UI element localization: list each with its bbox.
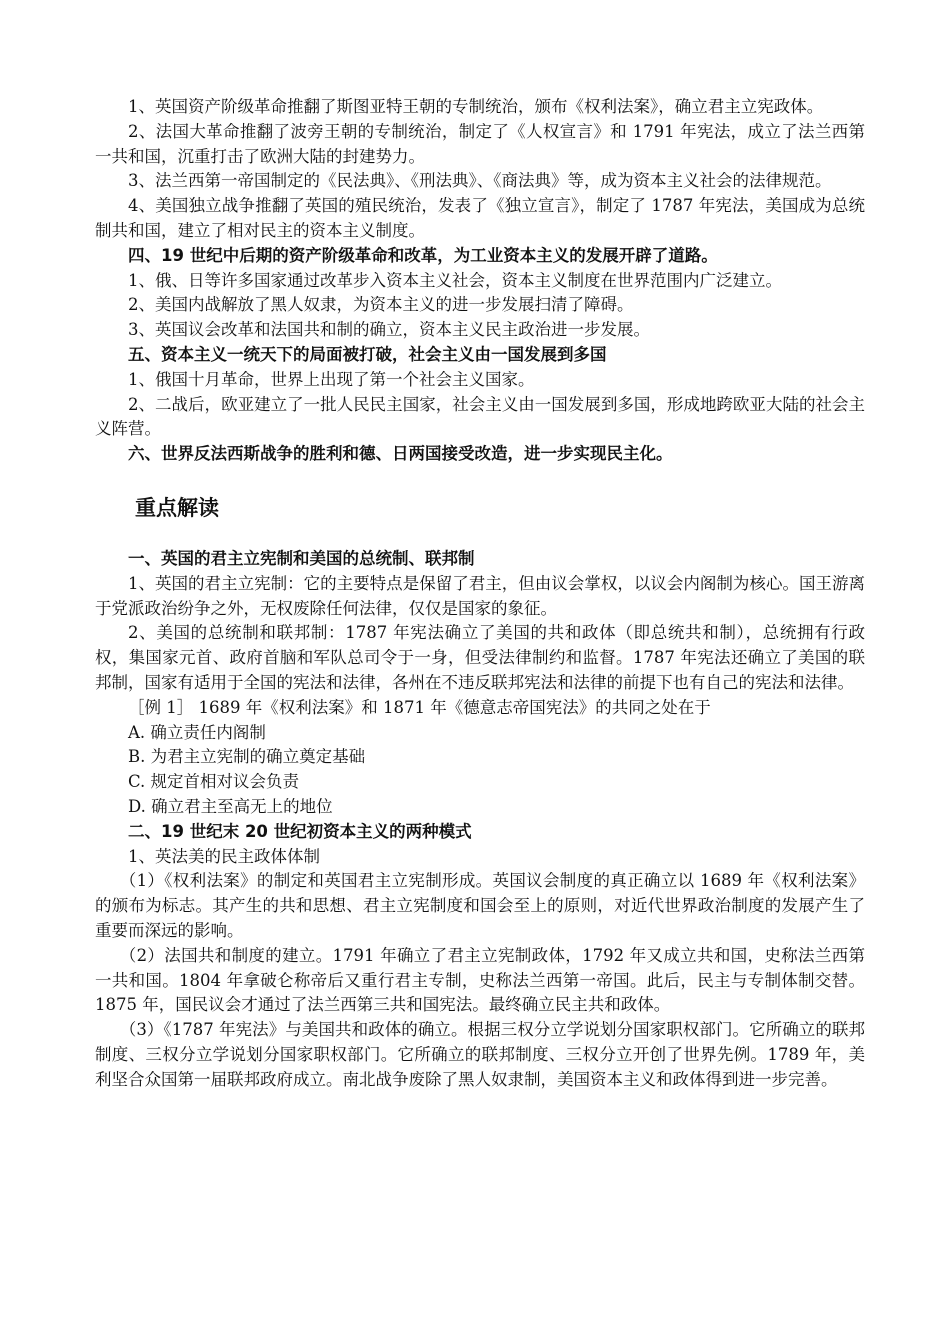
- paragraph-item: 2、法国大革命推翻了波旁王朝的专制统治，制定了《人权宣言》和 1791 年宪法，成立了法兰西第一共和国，沉重打击了欧洲大陆的封建势力。: [95, 121, 865, 166]
- paragraph-item: （2）法国共和制度的建立。1791 年确立了君主立宪制政体，1792 年又成立共和国，史称法兰西第一共和国。1804 年拿破仑称帝后又重行君主专制，史称法兰西第一帝国。此后，民主与专制体制交替。1875 年，国民议会才通过了法兰西第三共和国宪法。最终确立民主共和政体。: [95, 945, 865, 1015]
- sub-heading: 1、英法美的民主政体体制: [128, 846, 320, 866]
- paragraph-item: 3、英国议会改革和法国共和制的确立，资本主义民主政治进一步发展。: [128, 320, 650, 340]
- paragraph-item: 1、英国的君主立宪制：它的主要特点是保留了君主，但由议会掌权，以议会内阁制为核心。国王游离于党派政治纷争之外，无权废除任何法律，仅仅是国家的象征。: [95, 573, 865, 618]
- heading-part-6: 六、世界反法西斯战争的胜利和德、日两国接受改造，进一步实现民主化。: [128, 444, 673, 464]
- heading-part-5: 五、资本主义一统天下的局面被打破，社会主义由一国发展到多国: [128, 344, 607, 364]
- example-option: C. 规定首相对议会负责: [128, 772, 300, 792]
- paragraph-item: 2、美国内战解放了黑人奴隶，为资本主义的进一步发展扫清了障碍。: [128, 295, 634, 315]
- example-option: D. 确立君主至高无上的地位: [128, 796, 333, 816]
- heading-key-1: 一、英国的君主立宪制和美国的总统制、联邦制: [128, 548, 475, 568]
- paragraph-item: （1）《权利法案》的制定和英国君主立宪制形成。英国议会制度的真正确立以 1689 年《权利法案》的颁布为标志。其产生的共和思想、君主立宪制度和国会至上的原则，对近代世界政治制度的发展产生了重要而深远的影响。: [95, 871, 865, 940]
- heading-key-2: 二、19 世纪末 20 世纪初资本主义的两种模式: [128, 821, 472, 841]
- paragraph-item: （3）《1787 年宪法》与美国共和政体的确立。根据三权分立学说划分国家职权部门。它所确立的联邦制度、三权分立学说划分国家职权部门。它所确立的联邦制度、三权分立开创了世界先例。1789 年，美利坚合众国第一届联邦政府成立。南北战争废除了黑人奴隶制，美国资本主义和政体得到进一步完善。: [95, 1020, 865, 1089]
- paragraph-item: 1、英国资产阶级革命推翻了斯图亚特王朝的专制统治，颁布《权利法案》，确立君主立宪政体。: [128, 97, 824, 116]
- paragraph-item: 3、法兰西第一帝国制定的《民法典》、《刑法典》、《商法典》等，成为资本主义社会的法律规范。: [128, 171, 832, 191]
- heading-part-4: 四、19 世纪中后期的资产阶级革命和改革，为工业资本主义的发展开辟了道路。: [128, 245, 718, 265]
- paragraph-item: 4、美国独立战争推翻了英国的殖民统治，发表了《独立宣言》，制定了 1787 年宪法，美国成为总统制共和国，建立了相对民主的资本主义制度。: [95, 196, 865, 240]
- paragraph-item: 1、俄国十月革命，世界上出现了第一个社会主义国家。: [128, 369, 535, 389]
- paragraph-item: 2、二战后，欧亚建立了一批人民民主国家，社会主义由一国发展到多国，形成地跨欧亚大陆的社会主义阵营。: [95, 394, 865, 439]
- example-option: A. 确立责任内阁制: [128, 722, 266, 742]
- example-question: ［例 1］ 1689 年《权利法案》和 1871 年《德意志帝国宪法》的共同之处在于: [128, 697, 711, 717]
- section-title: 重点解读: [135, 495, 219, 520]
- paragraph-item: 1、俄、日等许多国家通过改革步入资本主义社会，资本主义制度在世界范围内广泛建立。: [128, 270, 782, 290]
- paragraph-item: 2、美国的总统制和联邦制：1787 年宪法确立了美国的共和政体（即总统共和制），总统拥有行政权，集国家元首、政府首脑和军队总司令于一身，但受法律制约和监督。1787 年宪法还确立了美国的联邦制，国家有适用于全国的宪法和法律，各州在不违反联邦宪法和法律的前提下也有自己的宪法和法律。: [95, 623, 865, 692]
- example-option: B. 为君主立宪制的确立奠定基础: [128, 747, 366, 767]
- document-page: [95, 95, 865, 1092]
